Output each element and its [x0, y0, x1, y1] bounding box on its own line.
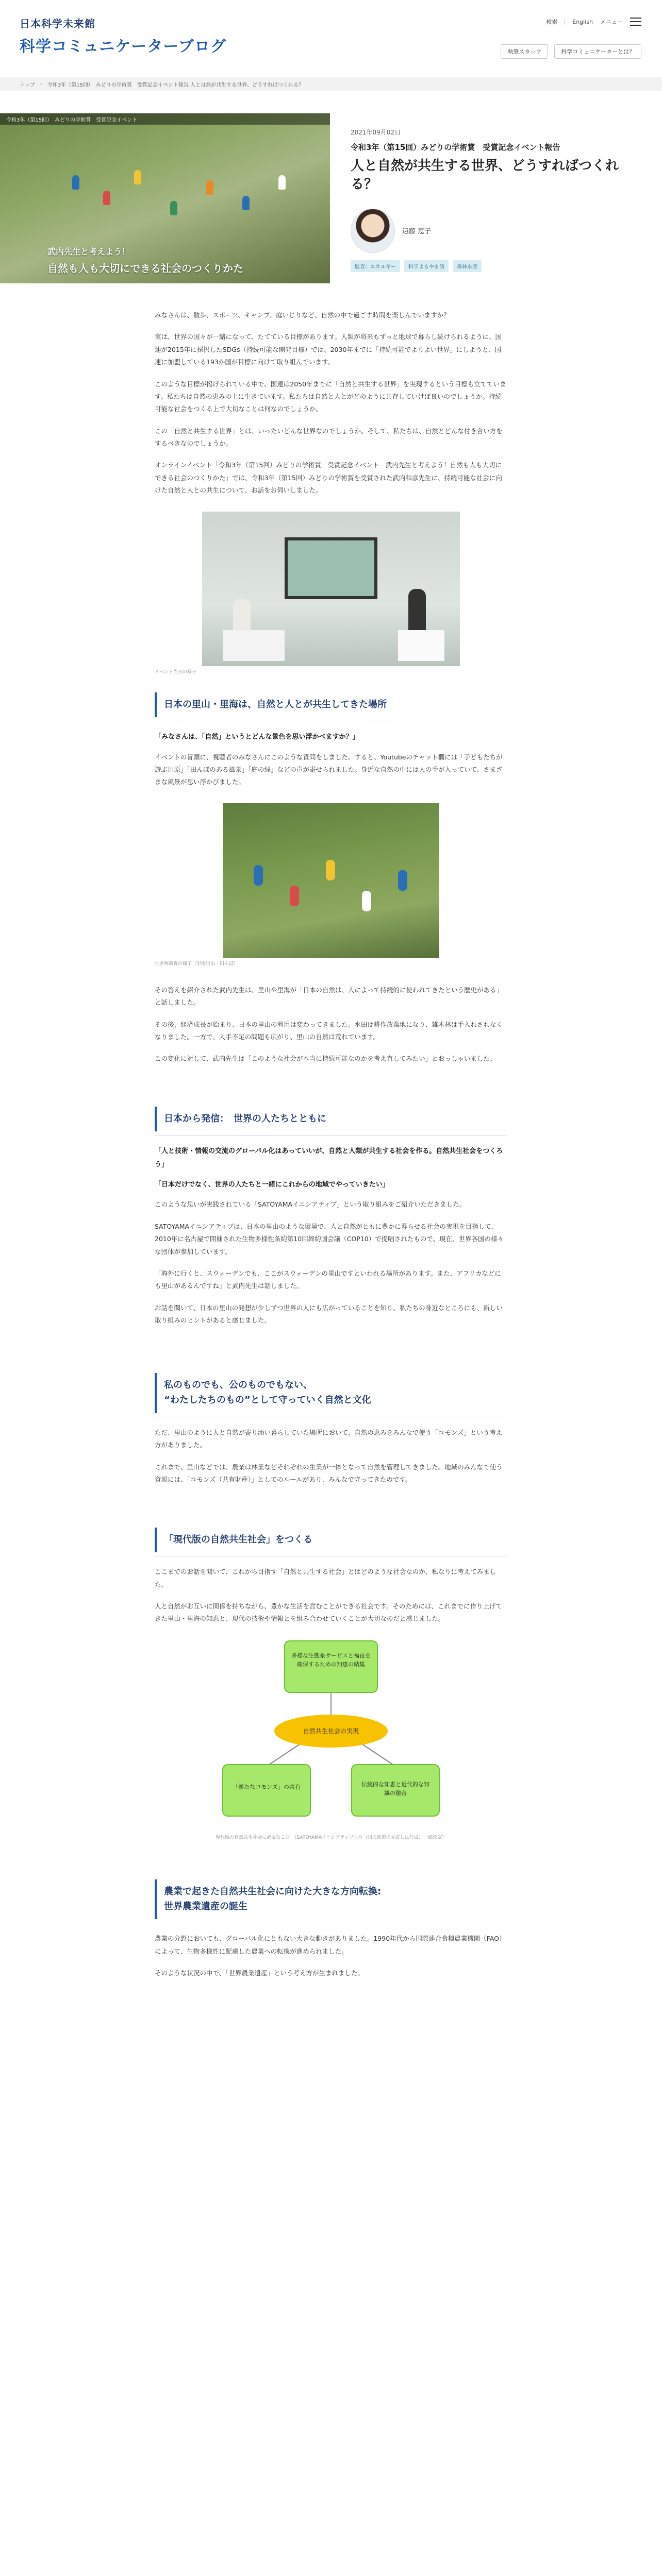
diagram-top-label: 多様な生態系サービスと福祉を確保するための知恵の結集	[291, 1652, 371, 1668]
staff-button[interactable]: 執筆スタッフ	[501, 44, 548, 59]
field-photo	[223, 803, 439, 958]
section-2-paragraph: お話を聞いて、日本の里山の発想が少しずつ世界の人にも広がっていることを知り、私たちの身近なところにも、新しい取り組みのヒントがあると感じました。	[155, 1303, 503, 1325]
author-name[interactable]: 遠藤 恵子	[402, 228, 432, 236]
section-1-heading: 日本の里山・里海は、自然と人とが共生してきた場所	[164, 699, 387, 710]
section-1-paragraph: その答えを紹介された武内先生は、里山や里海が「日本の自然は、人によって持続的に使われてきたという歴史がある」と話しました。	[155, 986, 503, 1007]
section-heading	[155, 1373, 507, 1413]
section-4-paragraph: ここまでのお話を聞いて、これから目指す「自然と共生する社会」とはどのような社会なのか、私なりに考えてみました。	[155, 1568, 496, 1588]
tag[interactable]: 森林水産	[453, 260, 482, 272]
post-subtitle: 令和3年（第15回）みどりの学術賞 受賞記念イベント報告	[351, 143, 560, 152]
section-4-paragraph: 人と自然がお互いに関係を持ちながら、豊かな生活を営むことができる社会です。そのためには、これまでに作り上げてきた里山・里海の知恵と、現代の技術や情報とを組み合わせていくことが大切なのだと感じました。	[155, 1602, 503, 1623]
intro-paragraph: オンラインイベント「令和3年（第15回）みどりの学術賞 受賞記念イベント 武内先生と考えよう！自然も人も大切にできる社会のつくりかた」では、令和3年（第15回）みどりの学術賞を受賞された武内和彦先生に、持続可能な社会に向けた自然と人との共生について、お話をお伺いしました。	[155, 461, 502, 495]
section-1-question: 「みなさんは、「自然」というとどんな景色を思い浮かべますか？」	[155, 733, 359, 741]
tag-list	[351, 260, 639, 272]
hero	[0, 113, 662, 283]
intro-paragraph: 実は、世界の国々が一緒になって、たてている目標があります。人類が将来もずっと地球で暮らし続けられるように、国連が2015年に採択したSDGs（持続可能な開発目標）では、2030年までに「持続可能でよりよい世界」にしようと、国連に加盟している193か国が目標に向けて取り組んでいます。	[155, 333, 502, 366]
menu-link[interactable]: メニュー	[600, 19, 623, 25]
breadcrumb-home[interactable]: トップ	[20, 82, 35, 88]
about-communicator-button[interactable]: 科学コミュニケーターとは？	[554, 44, 641, 59]
photo-caption: イベント当日の様子	[155, 669, 197, 675]
section-2-paragraph: 「海外に行くと、スウェーデンでも、ここがスウェーデンの里山ですといわれる場所があります。また、アフリカなどにも里山があるんですね」と武内先生は話しました。	[155, 1269, 501, 1290]
photo-caption: 生き物調査の様子（里地里山・田んぼ）	[155, 961, 239, 967]
section-2-paragraph: このような思いが実践されている「SATOYAMAイニシアティブ」という取り組みをご紹介いただきました。	[155, 1200, 466, 1209]
coexistence-diagram	[202, 1636, 460, 1832]
section-1-paragraph: その後、経済成長が始まり、日本の里山の利用は変わってきました。水田は耕作放棄地になり、雑木林は手入れされなくなりました。一方で、人手不足の問題も広がり、里山の自然は荒れています。	[155, 1020, 503, 1041]
search-link[interactable]: 検索	[546, 19, 558, 25]
diagram-right-label: 伝統的な知恵と近代的な知識の融合	[361, 1781, 429, 1797]
diagram-connector	[362, 1744, 393, 1765]
hero-image	[0, 113, 330, 283]
hero-image-strip: 令和3年（第15回） みどりの学術賞 受賞記念イベント	[0, 113, 330, 125]
event-photo	[202, 512, 460, 666]
diagram-connector	[269, 1744, 300, 1765]
section-4-heading: 「現代版の自然共生社会」をつくる	[164, 1534, 312, 1545]
intro-paragraph: みなさんは、散歩、スポーツ、キャンプ、庭いじりなど、自然の中で過ごす時間を楽しんでいますか？	[155, 311, 450, 319]
diagram-center-label: 自然共生社会の実現	[303, 1727, 359, 1735]
diagram-caption: 現代版の自然共生社会に必要なこと （SATOYAMAイニシアティブより（国の政策の見直しに作成）一部改変）	[216, 1835, 446, 1840]
top-links	[546, 18, 641, 26]
page-title: 人と自然が共生する世界、どうすればつくれる？	[351, 158, 619, 193]
breadcrumb-current: 令和3年（第15回） みどりの学術賞 受賞記念イベント報告 人と自然が共生する世界、どうすればつくれる？	[47, 82, 304, 88]
section-3-paragraph: ただ、里山のように人と自然が寄り添い暮らしていた場所において、自然の恵みをみんなで使う「コモンズ」という考え方がありました。	[155, 1429, 503, 1449]
article-meta	[351, 113, 639, 272]
hero-caption-line-2: 自然も人も大切にできる社会のつくりかた	[47, 262, 243, 275]
section-2-heading: 日本から発信： 世界の人たちとともに	[164, 1113, 326, 1124]
author-block[interactable]	[351, 209, 639, 253]
section-heading	[155, 1879, 507, 1920]
intro-paragraph: このような目標が掲げられている中で、国連は2050年までに「自然と共生する世界」を実現するという目標も立てています。私たちは自然の恵みの上に生きています。私たちは自然と人とがどのように共存していけば良いのでしょうか。持続可能な社会をつくる上で大切なことは何なのでしょうか。	[155, 380, 506, 413]
article-body	[155, 309, 507, 1989]
section-3-heading: 私のものでも、公のものでもない、 “わたしたちのもの”として守っていく自然と文化	[164, 1380, 371, 1406]
header-buttons	[501, 44, 641, 59]
tag[interactable]: 科学よもやま話	[404, 260, 449, 272]
section-heading	[155, 692, 507, 718]
section-heading	[155, 1528, 507, 1553]
section-5-paragraph: そのような状況の中で、「世界農業遺産」という考え方が生まれました。	[155, 1969, 365, 1977]
site-header	[0, 0, 662, 66]
section-3-paragraph: これまで、里山などでは、農業は林業などそれぞれの生業が一体となって自然を管理してきました。地域のみんなで使う資源には、「コモンズ（共有財産）」としてのルールがあり、みんなで守ってきたのです。	[155, 1463, 503, 1484]
hero-caption	[47, 245, 243, 275]
post-date: 2021年09月02日	[351, 129, 401, 136]
avatar[interactable]	[351, 209, 395, 253]
intro-paragraph: この「自然と共生する世界」とは、いったいどんな世界なのでしょうか。そして、私たちは、自然とどんな付き合い方をするべきなのでしょうか。	[155, 427, 503, 447]
org-name: 日本科学未来館	[20, 18, 95, 30]
brand-logo[interactable]	[20, 15, 226, 56]
diagram-left-label: 「新たなコモンズ」の共有	[233, 1783, 301, 1790]
hamburger-menu-icon[interactable]	[630, 18, 641, 26]
section-heading	[155, 1107, 507, 1132]
blog-title: 科学コミュニケーターブログ	[20, 38, 226, 56]
tag[interactable]: 監査：エネルギー	[351, 260, 400, 272]
english-link[interactable]: English	[572, 18, 593, 25]
section-2-lead: 「人と技術・情報の交流のグローバル化はあっていいが、自然と人類が共生する社会を作る。自然共生社会をつくろう」	[155, 1147, 503, 1168]
section-5-paragraph: 農業の分野においても、グローバル化にともない大きな動きがありました。1990年代から国際連合食糧農業機関（FAO）によって、生物多様性に配慮した農業への転換が進められました。	[155, 1935, 506, 1955]
chevron-right-icon: ›	[40, 81, 42, 87]
hero-caption-line-1: 武内先生と考えよう！	[47, 247, 130, 257]
section-2-lead: 「日本だけでなく、世界の人たちと一緒にこれからの地域でやっていきたい」	[155, 1181, 389, 1189]
section-2-paragraph: SATOYAMAイニシアティブは、日本の里山のような環境で、人と自然がともに豊かに暮らせる社会の実現を目指して、2010年に名古屋で開催された生物多様性条約第10回締約国会議（COP10）で提唱されたもので、現在、世界各国の様々な団体が参加しています。	[155, 1222, 504, 1256]
breadcrumb	[0, 77, 662, 91]
section-5-heading: 農業で起きた自然共生社会に向けた大きな方向転換: 世界農業遺産の誕生	[164, 1886, 382, 1912]
section-1-paragraph: イベントの冒頭に、視聴者のみなさんにこのような質問をしました。すると、Youtubeのチャット欄には「子どもたちが遊ぶ川原」「田んぼのある風景」「庭の緑」などの声が寄せられました。身近な自然の中には人の手が入っていて、さまざまな風景が思い浮かびました。	[155, 753, 503, 786]
section-1-paragraph: この変化に対して、武内先生は「このような社会が本当に持続可能なのかを考え直してみたい」とおっしゃいました。	[155, 1055, 496, 1063]
